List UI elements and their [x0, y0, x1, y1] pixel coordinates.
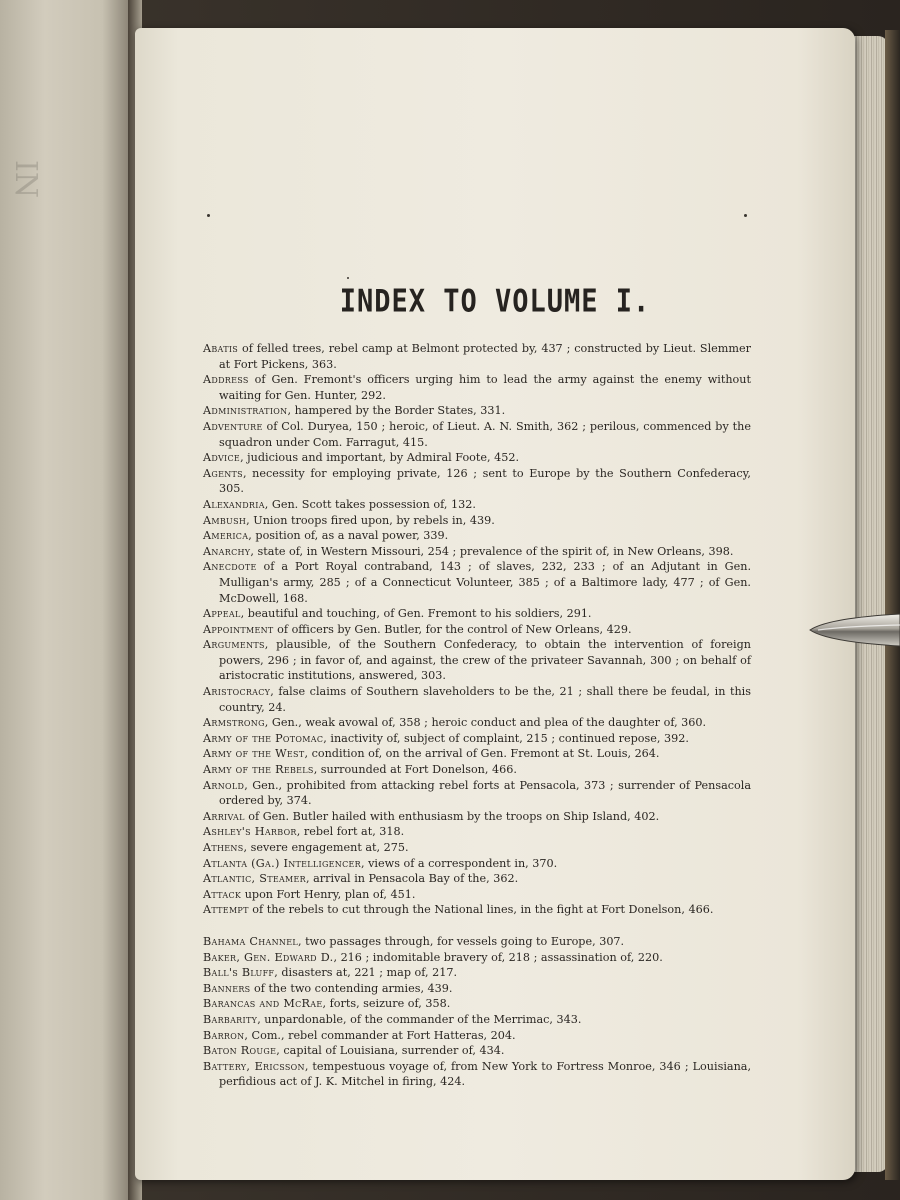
entry-text: of Gen. Butler hailed with enthusiasm by the troops on Ship Island, 402.: [244, 809, 660, 823]
entry-text: , Gen., weak avowal of, 358 ; heroic conduct and plea of the daughter of, 360.: [264, 716, 707, 730]
entry-text: , necessity for employing private, 126 ; sent to Europe by the Southern Confederacy, 305.: [219, 466, 751, 496]
index-entry: [203, 778, 751, 809]
entry-text: , position of, as a naval power, 339.: [248, 529, 449, 543]
entry-text: , state of, in Western Missouri, 254 ; prevalence of the spirit of, in New Orleans, 398.: [250, 544, 734, 558]
entry-heading: Barancas and McRae: [203, 997, 323, 1011]
index-entry: [203, 544, 751, 560]
index-entry: [203, 559, 751, 606]
left-page: [0, 0, 130, 1200]
entry-text: , Union troops fired upon, by rebels in, 439.: [246, 513, 495, 527]
entry-text: , tempestuous voyage of, from New York to Fortress Monroe, 346 ; Louisiana, perfidious act of J. K. Mitchel in firing, 424.: [219, 1059, 752, 1089]
entry-text: , two passages through, for vessels going to Europe, 307.: [297, 934, 625, 948]
entry-text: of officers by Gen. Butler, for the control of New Orleans, 429.: [273, 622, 632, 636]
index-entry: [203, 809, 751, 825]
entry-heading: Arrival: [203, 809, 245, 823]
printer-mark: [347, 277, 349, 279]
entry-text: , 216 ; indomitable bravery of, 218 ; assassination of, 220.: [333, 950, 663, 964]
entry-heading: Baker, Gen. Edward D.: [203, 950, 334, 964]
entry-heading: Banners: [203, 981, 251, 995]
entry-text: , Gen. Scott takes possession of, 132.: [264, 497, 476, 511]
page-edges: [852, 36, 888, 1172]
index-entry: [203, 887, 751, 903]
entry-text: , capital of Louisiana, surrender of, 434.: [276, 1044, 505, 1058]
index-entry: [203, 715, 751, 731]
index-entry: [203, 824, 751, 840]
entry-text: , arrival in Pensacola Bay of the, 362.: [306, 872, 519, 886]
index-entry: [203, 497, 751, 513]
entry-text: of Gen. Fremont's officers urging him to lead the army against the enemy without waiting for Gen. Hunter, 292.: [219, 373, 751, 402]
index-entry: [203, 466, 751, 497]
entry-text: , plausible, of the Southern Confederacy, to obtain the intervention of foreign powers, 296 ; in favor of, and against, the crew of the privateer Savannah, 300 ; on behalf of aristocratic institutions, answered, 303.: [219, 638, 751, 683]
entry-text: , Gen., prohibited from attacking rebel forts at Pensacola, 373 ; surrender of Pensacola ordered by, 374.: [219, 778, 751, 808]
page-title: INDEX TO VOLUME I.: [339, 283, 651, 320]
entry-heading: Anecdote: [203, 560, 257, 574]
entry-heading: Battery, Ericsson: [203, 1059, 305, 1073]
index-entry: [203, 996, 751, 1012]
entry-text: of Col. Duryea, 150 ; heroic, of Lieut. A. N. Smith, 362 ; perilous, commenced by the squadron under Com. Farragut, 415.: [219, 419, 751, 449]
entry-heading: Attempt: [203, 903, 249, 917]
index-entry: [203, 731, 751, 747]
index-group-b: [203, 934, 751, 1090]
entry-text: , severe engagement at, 275.: [243, 841, 409, 854]
index-entry: [203, 341, 751, 372]
entry-heading: Ambush: [203, 513, 247, 527]
entry-heading: Army of the West: [203, 747, 305, 761]
index-entry: [203, 762, 751, 778]
index-entry: [203, 372, 751, 403]
entry-heading: Ashley's Harbor: [203, 825, 297, 839]
entry-text: , condition of, on the arrival of Gen. Fremont at St. Louis, 264.: [304, 747, 660, 761]
entry-heading: Adventure: [203, 419, 263, 433]
entry-text: , surrounded at Fort Donelson, 466.: [313, 763, 517, 777]
index-entry: [203, 1043, 751, 1059]
entry-heading: Athens: [203, 841, 244, 854]
index-entry: [203, 1028, 751, 1044]
entry-heading: Appeal: [203, 607, 241, 621]
index-entry: [203, 684, 751, 715]
index-entry: [203, 637, 751, 684]
index-entry: [203, 622, 751, 638]
entry-text: , judicious and important, by Admiral Foote, 452.: [240, 451, 520, 465]
index-entry: [203, 871, 751, 887]
entry-heading: Bahama Channel: [203, 934, 298, 948]
entry-text: upon Fort Henry, plan of, 451.: [241, 887, 416, 901]
entry-text: , hampered by the Border States, 331.: [287, 404, 506, 418]
entry-text: , false claims of Southern slaveholders to be the, 21 ; shall there be feudal, in this country, 24.: [219, 685, 751, 714]
entry-heading: Ball's Bluff: [203, 966, 275, 980]
entry-text: , inactivity of, subject of complaint, 215 ; continued repose, 392.: [323, 731, 689, 745]
index-entry: [203, 419, 751, 450]
index-entry: [203, 606, 751, 622]
entry-heading: Address: [203, 373, 249, 387]
group-separator: [203, 918, 751, 934]
index-entry: [203, 403, 751, 419]
entry-heading: Appointment: [203, 622, 274, 636]
entry-heading: Arnold: [203, 778, 245, 792]
index-entry: [203, 513, 751, 529]
entry-heading: Atlantic, Steamer: [203, 872, 307, 886]
entry-heading: Army of the Potomac: [203, 731, 324, 745]
entry-text: of felled trees, rebel camp at Belmont protected by, 437 ; constructed by Lieut. Slemmer at Fort Pickens, 363.: [219, 342, 751, 371]
entry-heading: Abatis: [203, 342, 239, 355]
index-entry: [203, 934, 751, 950]
index-entry: [203, 981, 751, 997]
index-entry: [203, 902, 751, 918]
entry-text: , unpardonable, of the commander of the Merrimac, 343.: [257, 1012, 582, 1026]
bleed-through-text: IN: [8, 160, 43, 199]
entry-text: of a Port Royal contraband, 143 ; of slaves, 232, 233 ; of an Adjutant in Gen. Mulligan's army, 285 ; of a Connecticut Volunteer, 385 ; of a Baltimore lady, 477 ; of Gen. McDowell, 168.: [219, 560, 751, 605]
printer-mark: [744, 214, 747, 217]
entry-heading: Baton Rouge: [203, 1044, 277, 1058]
index-entry: [203, 856, 751, 872]
printer-mark: [207, 214, 210, 217]
entry-heading: Administration: [203, 404, 288, 418]
index-entry: [203, 1012, 751, 1028]
index-entry: [203, 450, 751, 466]
book-cover-edge: [885, 30, 900, 1180]
entry-text: , beautiful and touching, of Gen. Fremont to his soldiers, 291.: [240, 607, 592, 621]
entry-heading: Barbarity: [203, 1012, 258, 1026]
entry-text: , Com., rebel commander at Fort Hatteras, 204.: [244, 1028, 516, 1042]
entry-text: , rebel fort at, 318.: [296, 825, 405, 839]
entry-heading: Alexandria: [203, 497, 265, 511]
entry-text: of the two contending armies, 439.: [250, 981, 453, 995]
index-entry: [203, 528, 751, 544]
entry-heading: Armstrong: [203, 716, 265, 730]
entry-text: , views of a correspondent in, 370.: [361, 856, 558, 870]
entry-text: of the rebels to cut through the National lines, in the fight at Fort Donelson, 466.: [248, 903, 714, 917]
index-entries: [203, 341, 751, 1090]
entry-heading: America: [203, 529, 249, 543]
entry-heading: Agents: [203, 466, 243, 480]
entry-heading: Army of the Rebels: [203, 763, 314, 777]
entry-heading: Barron: [203, 1028, 245, 1042]
entry-heading: Advice: [203, 451, 241, 465]
index-entry: [203, 840, 751, 856]
entry-heading: Arguments: [203, 638, 265, 652]
entry-heading: Anarchy: [203, 544, 251, 558]
entry-text: , forts, seizure of, 358.: [322, 997, 451, 1011]
entry-text: , disasters at, 221 ; map of, 217.: [274, 966, 458, 980]
entry-heading: Atlanta (Ga.) Intelligencer: [203, 856, 361, 870]
index-group-a: [203, 341, 751, 918]
index-entry: [203, 965, 751, 981]
index-entry: [203, 746, 751, 762]
entry-heading: Attack: [203, 887, 242, 901]
index-entry: [203, 950, 751, 966]
metal-bookmark-clip: [808, 610, 900, 650]
entry-heading: Aristocracy: [203, 685, 271, 699]
index-entry: [203, 1059, 751, 1090]
